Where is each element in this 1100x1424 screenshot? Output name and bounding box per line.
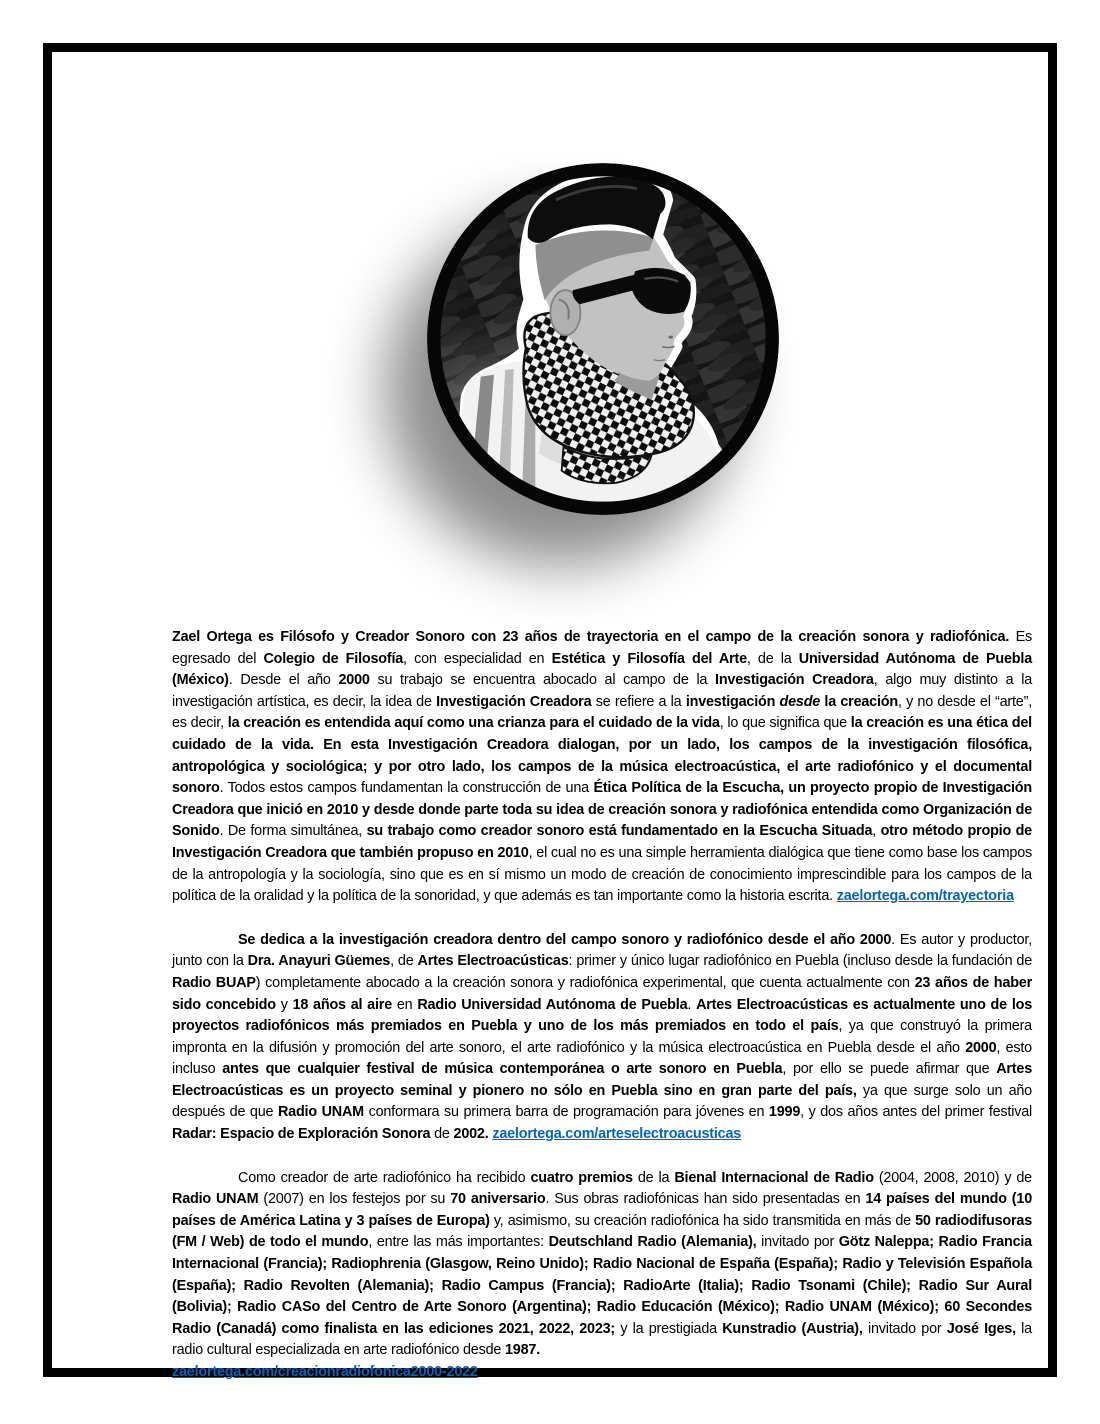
text-run: invitado por [862,1320,947,1337]
text-run: de [430,1126,454,1143]
text-run: , y no desde el “arte”, es decir, [172,693,1032,732]
text-run: . De forma simultánea, [219,823,367,840]
text-run: , ya que construyó la primera impronta en la difusión y promoción del arte sonoro, el arte radiofónico y la música electroacústica en Puebla desde el año [172,1018,1032,1056]
text-run: antes que cualquier festival de música contemporánea o arte sonoro en Puebla [222,1061,783,1078]
text-run: . [687,996,697,1013]
text-run: 14 países del mundo (10 países de América Latina y 3 países de Europa) [172,1191,1033,1229]
text-run: Investigación Creadora [436,693,592,710]
text-run: desde [779,693,821,710]
bio-paragraph-1 [172,627,1032,908]
text-run: en [392,996,418,1013]
text-run: (2004, 2008, 2010) y de [873,1169,1032,1186]
text-run: 70 aniversario [450,1191,546,1208]
text-run: 1999 [768,1104,801,1121]
text-run: 1987. [505,1342,541,1359]
text-run: 18 años al aire [292,996,392,1013]
text-run: , y dos años antes del primer festival [800,1104,1033,1121]
text-run: y la prestigiada [615,1320,723,1337]
bio-paragraph-2 [172,930,1032,1146]
bio-text [172,627,1032,1406]
text-run: otro método propio de Investigación Creadora que también propuso en 2010 [172,823,1032,861]
text-run: invitado por [756,1234,839,1251]
text-run: y [275,996,293,1013]
text-run: su trabajo como creador sonoro está fundamentado en la Escucha Situada [366,823,873,840]
text-run: cuatro premios [530,1169,633,1186]
text-run: 50 radiodifusoras (FM / Web) de todo el mundo [172,1212,1032,1251]
text-run: y, asimismo, su creación radiofónica ha sido transmitida en más de [489,1212,916,1229]
text-run: , esto incluso [172,1039,1032,1078]
text-run: Artes Electroacústicas [417,953,569,970]
text-run: se refiere a la [591,693,686,710]
text-run: 2000 [965,1039,997,1056]
text-run: Deutschland Radio (Alemania), [548,1234,757,1251]
text-run: Universidad Autónoma de Puebla (México) [172,650,1033,689]
portrait-photo-svg [415,151,791,527]
text-run: la creación es una ética del cuidado de la vida. En esta Investigación Creadora dialogan, por un lado, los campos de la investigación filosófica, antropológica y sociológica; y por otro lado, los campos de la música electroacústica, el arte radiofónico y el documental sonoro [172,715,1032,797]
text-run: José Iges, [946,1320,1016,1337]
text-run: , algo muy distinto a la investigación artística, es decir, la idea de [172,672,1032,710]
text-run: Radio UNAM [172,1191,259,1208]
text-run: conformara su primera barra de programación para jóvenes en [363,1104,769,1121]
text-run: Dra. Anayuri Güemes [247,953,391,970]
text-run: 2000 [338,672,370,689]
text-run: la creación [820,693,898,710]
text-run: Radio UNAM [277,1104,364,1121]
text-run: Es egresado del [172,629,1032,667]
text-run: Zael Ortega es Filósofo y Creador Sonoro con 23 años de trayectoria en el campo de la creación sonora y radiofónica. [172,629,1010,645]
text-run: , lo que significa que [719,715,851,732]
text-run: Como creador de arte radiofónico ha recibido [238,1169,531,1186]
text-run: de la [632,1169,675,1186]
text-run: , [872,823,881,840]
text-run: , con especialidad en [403,650,552,667]
text-run: Estética y Filosofía del Arte [551,650,747,667]
text-run: : primer y único lugar radiofónico en Puebla (incluso desde la fundación de [568,953,1032,970]
page-frame [43,43,1057,1380]
text-run: , de [390,953,418,970]
text-run: investigación [685,693,780,710]
text-run: (2007) en los festejos por su [258,1191,451,1208]
text-run: Kunstradio (Austria), [722,1320,863,1337]
text-run: . Sus obras radiofónicas han sido presentadas en [545,1191,866,1208]
text-run: , por ello se puede afirmar que [782,1061,997,1078]
portrait-photo [415,151,791,527]
link-zaelortega-com-arteselectroacusticas[interactable]: zaelortega.com/arteselectroacusticas [492,1126,742,1143]
text-run: Colegio de Filosofía [263,650,404,667]
text-run: Artes Electroacústicas es un proyecto seminal y pionero no sólo en Puebla sino en gran parte del país, [172,1061,1032,1099]
text-run: la creación es entendida aquí como una crianza para el cuidado de la vida [227,715,720,732]
text-run: . Es autor y productor, junto con la [172,931,1033,970]
text-run: , de la [746,650,799,667]
text-run: la radio cultural especializada en arte radiofónico desde [172,1320,1032,1359]
text-run: . Todos estos campos fundamentan la construcción de una [219,780,594,797]
text-run: , el cual no es una simple herramienta dialógica que tiene como base los campos de la antropología y la sociología, sino que es en sí mismo un modo de creación de conocimiento imprescindible para los campos de la política de la oralidad y la política de la sonoridad, y que además es tan importante como la historia escrita. [172,844,1033,905]
text-run: ) completamente abocado a la creación sonora y radiofónica experimental, que cuenta actualmente con [255,974,915,991]
text-run: 23 años de haber sido concebido [172,974,1032,1013]
text-run: Götz Naleppa; Radio Francia Internacional (Francia); Radiophrenia (Glasgow, Reino Unido); Radio Nacional de España (España); Radio y Televisión Española (España); Radio Revolten (Alemania); Radio Campus (Francia); RadioArte (Italia); Radio Tsonami (Chile); Radio Sur Aural (Bolivia); Radio CASo del Centro de Arte Sonoro (Argentina); Radio Educación (México); Radio UNAM (México); 60 Secondes Radio (Canadá) como finalista en las ediciones 2021, 2022, 2023; [172,1234,1032,1337]
text-run: Radio BUAP [172,974,256,991]
text-run: Se dedica a la investigación creadora dentro del campo sonoro y radiofónico desde el año 2000 [238,931,892,948]
text-run: su trabajo se encuentra abocado al campo de la [369,672,716,689]
text-run: , entre las más importantes: [368,1234,549,1251]
text-run: Investigación Creadora [715,672,874,689]
text-run: . Desde el año [228,672,339,689]
bio-paragraph-3 [172,1168,1032,1384]
text-run: Artes Electroacústicas es actualmente uno de los proyectos radiofónicos más premiados en Puebla y uno de los más premiados en todo el país [172,996,1033,1035]
text-run: 2002. [453,1126,493,1143]
text-run: Radar: Espacio de Exploración Sonora [172,1126,431,1143]
text-run: Radio Universidad Autónoma de Puebla [417,996,688,1013]
text-run: Bienal Internacional de Radio [674,1169,874,1186]
text-run: ya que surge solo un año después de que [172,1082,1032,1121]
link-zaelortega-com-trayectoria[interactable]: zaelortega.com/trayectoria [836,888,1014,905]
link-zaelortega-com-creacionradiofonica2000-2022[interactable]: zaelortega.com/creacionradiofonica2000-2022 [172,1364,478,1380]
text-run: Ética Política de la Escucha, un proyecto propio de Investigación Creadora que inició en 2010 y desde donde parte toda su idea de creación sonora y radiofónica entendida como Organización de Sonido [172,780,1032,840]
